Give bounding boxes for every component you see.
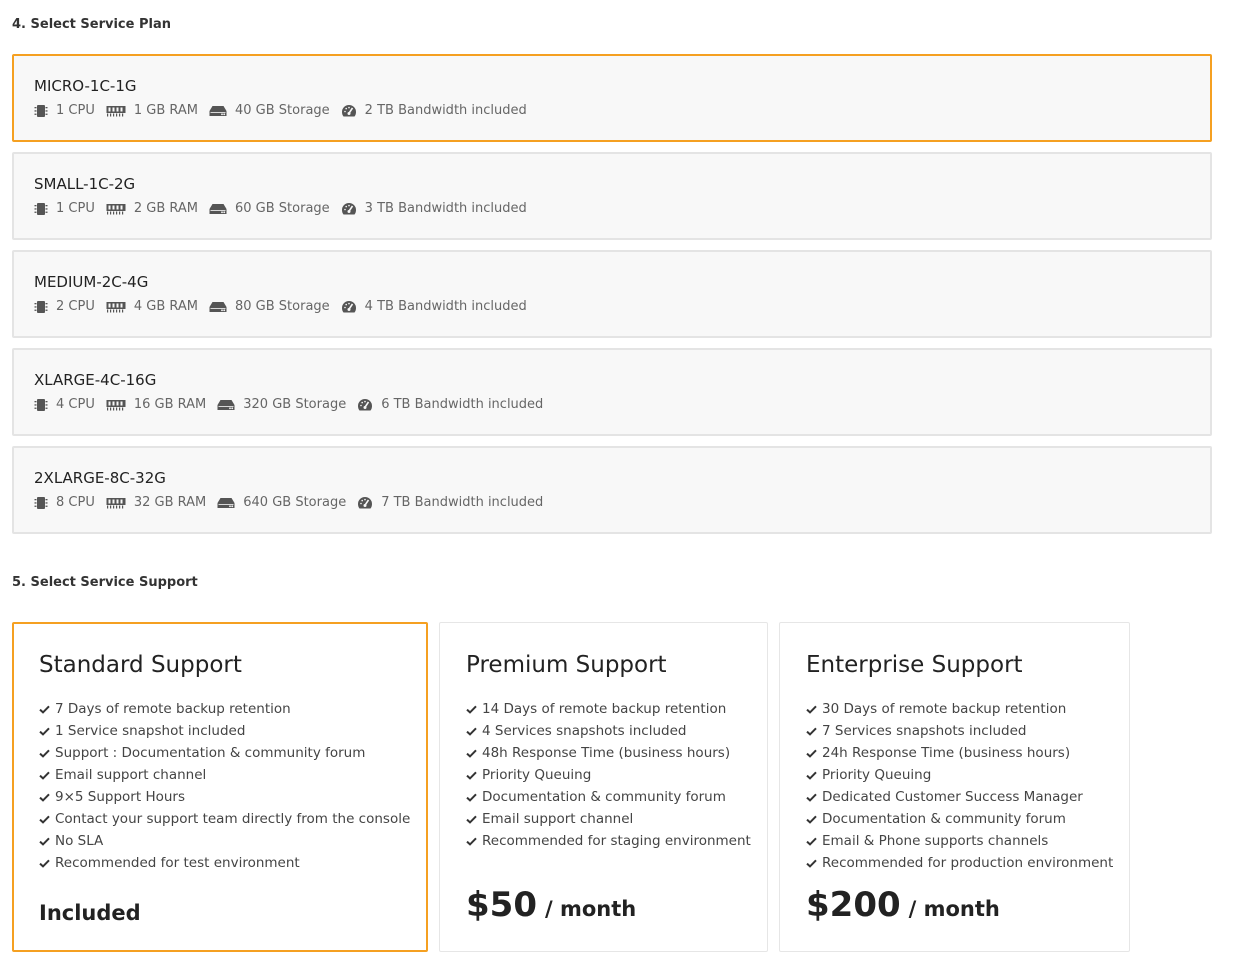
spec-storage-label: 60 GB Storage bbox=[235, 201, 330, 216]
spec-ram-label: 4 GB RAM bbox=[133, 299, 198, 314]
feature-text: Priority Queuing bbox=[822, 767, 932, 783]
spec-cpu-label: 1 CPU bbox=[56, 103, 95, 118]
memory-ram-icon bbox=[106, 203, 130, 215]
feature-item bbox=[806, 698, 1129, 720]
check-icon bbox=[39, 837, 55, 846]
support-card-title: Premium Support bbox=[466, 652, 667, 678]
check-icon bbox=[466, 793, 482, 802]
feature-item bbox=[466, 742, 767, 764]
plan-specs bbox=[34, 299, 1210, 315]
support-card-title: Standard Support bbox=[39, 652, 242, 678]
feature-text: 7 Days of remote backup retention bbox=[55, 701, 291, 717]
price-unit: / month bbox=[908, 897, 1000, 921]
spec-storage-label: 320 GB Storage bbox=[243, 397, 347, 412]
feature-item bbox=[39, 786, 426, 808]
feature-item bbox=[466, 808, 767, 830]
spec-bandwidth-label: 6 TB Bandwidth included bbox=[381, 397, 544, 412]
feature-text: 14 Days of remote backup retention bbox=[482, 701, 727, 717]
hard-drive-icon bbox=[209, 105, 231, 117]
feature-text: Priority Queuing bbox=[482, 767, 592, 783]
spec-cpu-label: 4 CPU bbox=[56, 397, 95, 412]
spec-ram-label: 1 GB RAM bbox=[133, 103, 198, 118]
check-icon bbox=[806, 793, 822, 802]
check-icon bbox=[806, 771, 822, 780]
feature-text: Dedicated Customer Success Manager bbox=[822, 789, 1083, 805]
feature-text: 48h Response Time (business hours) bbox=[482, 745, 731, 761]
feature-list bbox=[39, 698, 426, 874]
spec-cpu-label: 1 CPU bbox=[56, 201, 95, 216]
spec-storage bbox=[217, 397, 346, 413]
spec-bandwidth-label: 4 TB Bandwidth included bbox=[364, 299, 527, 314]
feature-item bbox=[39, 830, 426, 852]
feature-item bbox=[39, 720, 426, 742]
feature-text: 30 Days of remote backup retention bbox=[822, 701, 1067, 717]
feature-item bbox=[39, 698, 426, 720]
feature-text: 24h Response Time (business hours) bbox=[822, 745, 1071, 761]
check-icon bbox=[39, 815, 55, 824]
spec-cpu bbox=[34, 299, 95, 315]
feature-item bbox=[806, 720, 1129, 742]
spec-storage bbox=[209, 103, 330, 119]
feature-text: Recommended for staging environment bbox=[482, 833, 751, 849]
spec-cpu bbox=[34, 103, 95, 119]
check-icon bbox=[806, 837, 822, 846]
speedometer-icon bbox=[341, 202, 361, 216]
support-card-title: Enterprise Support bbox=[806, 652, 1023, 678]
plan-specs bbox=[34, 397, 1210, 413]
spec-ram-label: 2 GB RAM bbox=[133, 201, 198, 216]
spec-bandwidth bbox=[341, 201, 527, 217]
feature-item bbox=[466, 830, 767, 852]
spec-storage-label: 40 GB Storage bbox=[235, 103, 330, 118]
check-icon bbox=[39, 705, 55, 714]
spec-ram bbox=[106, 397, 206, 413]
cpu-chip-icon bbox=[34, 496, 52, 510]
price-amount: $50 bbox=[466, 885, 537, 925]
plan-name: MEDIUM-2C-4G bbox=[34, 273, 149, 291]
feature-item bbox=[806, 742, 1129, 764]
spec-ram bbox=[106, 495, 206, 511]
feature-item bbox=[806, 764, 1129, 786]
feature-text: No SLA bbox=[55, 833, 104, 849]
feature-text: Contact your support team directly from the console bbox=[55, 811, 411, 827]
cpu-chip-icon bbox=[34, 202, 52, 216]
feature-item bbox=[466, 786, 767, 808]
spec-storage-label: 80 GB Storage bbox=[235, 299, 330, 314]
memory-ram-icon bbox=[106, 105, 130, 117]
plan-option[interactable] bbox=[12, 348, 1212, 436]
plan-name: SMALL-1C-2G bbox=[34, 175, 136, 193]
spec-bandwidth-label: 2 TB Bandwidth included bbox=[364, 103, 527, 118]
feature-item bbox=[466, 764, 767, 786]
check-icon bbox=[466, 815, 482, 824]
spec-cpu bbox=[34, 397, 95, 413]
feature-text: Recommended for test environment bbox=[55, 855, 300, 871]
feature-item bbox=[466, 720, 767, 742]
memory-ram-icon bbox=[106, 301, 130, 313]
support-card-premium[interactable] bbox=[439, 622, 768, 952]
plan-specs bbox=[34, 201, 1210, 217]
hard-drive-icon bbox=[217, 399, 239, 411]
feature-text: Email support channel bbox=[482, 811, 634, 827]
spec-storage-label: 640 GB Storage bbox=[243, 495, 347, 510]
spec-cpu-label: 8 CPU bbox=[56, 495, 95, 510]
price bbox=[39, 901, 141, 925]
feature-text: Email support channel bbox=[55, 767, 207, 783]
feature-list bbox=[466, 698, 767, 852]
cpu-chip-icon bbox=[34, 300, 52, 314]
feature-text: 4 Services snapshots included bbox=[482, 723, 687, 739]
feature-item bbox=[39, 808, 426, 830]
support-card-enterprise[interactable] bbox=[779, 622, 1130, 952]
check-icon bbox=[806, 727, 822, 736]
hard-drive-icon bbox=[209, 301, 231, 313]
check-icon bbox=[39, 859, 55, 868]
check-icon bbox=[466, 749, 482, 758]
spec-bandwidth-label: 7 TB Bandwidth included bbox=[381, 495, 544, 510]
feature-item bbox=[806, 786, 1129, 808]
check-icon bbox=[39, 749, 55, 758]
spec-bandwidth bbox=[341, 103, 527, 119]
price-included-label: Included bbox=[39, 901, 141, 925]
feature-item bbox=[806, 852, 1129, 874]
check-icon bbox=[806, 749, 822, 758]
spec-cpu bbox=[34, 495, 95, 511]
plan-name: 2XLARGE-8C-32G bbox=[34, 469, 166, 487]
memory-ram-icon bbox=[106, 399, 130, 411]
feature-text: Support : Documentation & community forum bbox=[55, 745, 366, 761]
plan-specs bbox=[34, 495, 1210, 511]
check-icon bbox=[466, 771, 482, 780]
plan-option[interactable] bbox=[12, 54, 1212, 142]
hard-drive-icon bbox=[209, 203, 231, 215]
check-icon bbox=[806, 859, 822, 868]
price-amount: $200 bbox=[806, 885, 901, 925]
spec-cpu-label: 2 CPU bbox=[56, 299, 95, 314]
speedometer-icon bbox=[341, 300, 361, 314]
price bbox=[806, 885, 1000, 925]
spec-bandwidth-label: 3 TB Bandwidth included bbox=[364, 201, 527, 216]
spec-ram bbox=[106, 201, 198, 217]
feature-list bbox=[806, 698, 1129, 874]
price bbox=[466, 885, 636, 925]
plan-specs bbox=[34, 103, 1210, 119]
spec-storage bbox=[209, 201, 330, 217]
spec-bandwidth bbox=[357, 495, 543, 511]
spec-storage bbox=[217, 495, 346, 511]
spec-bandwidth bbox=[341, 299, 527, 315]
spec-ram-label: 32 GB RAM bbox=[133, 495, 207, 510]
check-icon bbox=[39, 793, 55, 802]
check-icon bbox=[806, 815, 822, 824]
speedometer-icon bbox=[341, 104, 361, 118]
feature-item bbox=[39, 852, 426, 874]
speedometer-icon bbox=[357, 398, 377, 412]
spec-ram bbox=[106, 103, 198, 119]
check-icon bbox=[466, 837, 482, 846]
cpu-chip-icon bbox=[34, 104, 52, 118]
feature-item bbox=[39, 742, 426, 764]
feature-text: 9×5 Support Hours bbox=[55, 789, 185, 805]
spec-storage bbox=[209, 299, 330, 315]
spec-cpu bbox=[34, 201, 95, 217]
feature-item bbox=[466, 698, 767, 720]
feature-item bbox=[39, 764, 426, 786]
section-heading-service-support: 5. Select Service Support bbox=[12, 575, 198, 590]
check-icon bbox=[39, 771, 55, 780]
feature-text: Recommended for production environment bbox=[822, 855, 1114, 871]
feature-item bbox=[806, 830, 1129, 852]
cpu-chip-icon bbox=[34, 398, 52, 412]
check-icon bbox=[466, 727, 482, 736]
spec-ram-label: 16 GB RAM bbox=[133, 397, 207, 412]
plan-name: MICRO-1C-1G bbox=[34, 77, 137, 95]
feature-text: 1 Service snapshot included bbox=[55, 723, 246, 739]
plan-name: XLARGE-4C-16G bbox=[34, 371, 157, 389]
plan-option[interactable] bbox=[12, 250, 1212, 338]
feature-item bbox=[806, 808, 1129, 830]
service-plan-list bbox=[12, 54, 1212, 544]
section-heading-service-plan: 4. Select Service Plan bbox=[12, 17, 171, 32]
feature-text: 7 Services snapshots included bbox=[822, 723, 1027, 739]
speedometer-icon bbox=[357, 496, 377, 510]
check-icon bbox=[39, 727, 55, 736]
check-icon bbox=[466, 705, 482, 714]
price-unit: / month bbox=[544, 897, 637, 921]
support-card-standard[interactable] bbox=[12, 622, 428, 952]
hard-drive-icon bbox=[217, 497, 239, 509]
plan-option[interactable] bbox=[12, 446, 1212, 534]
memory-ram-icon bbox=[106, 497, 130, 509]
plan-option[interactable] bbox=[12, 152, 1212, 240]
check-icon bbox=[806, 705, 822, 714]
spec-bandwidth bbox=[357, 397, 543, 413]
feature-text: Documentation & community forum bbox=[822, 811, 1066, 827]
feature-text: Email & Phone supports channels bbox=[822, 833, 1049, 849]
spec-ram bbox=[106, 299, 198, 315]
feature-text: Documentation & community forum bbox=[482, 789, 726, 805]
